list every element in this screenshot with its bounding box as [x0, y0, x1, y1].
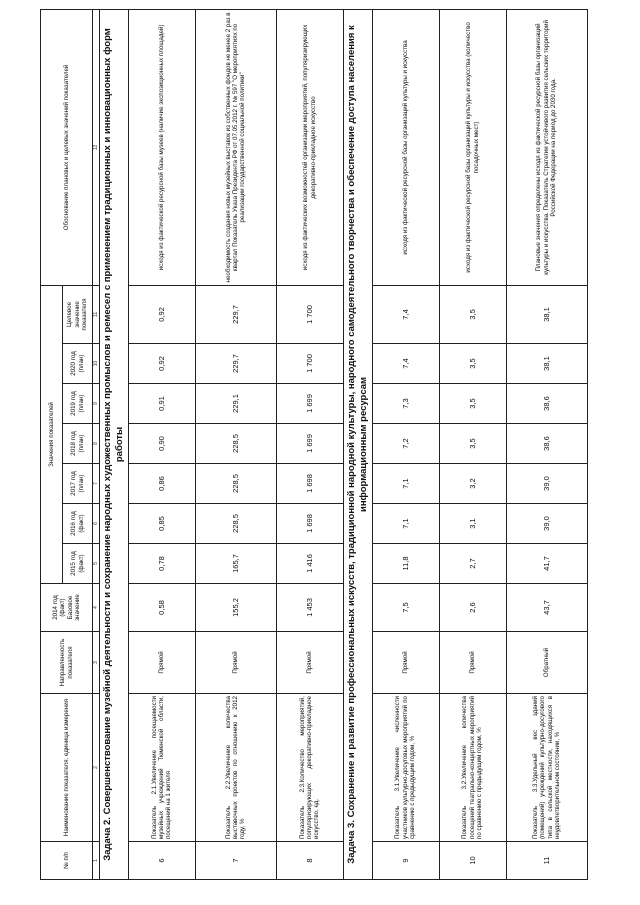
indicators-table — [40, 9, 588, 880]
row-value-2018: 3,5 — [439, 424, 506, 464]
row-value-2016: 39,0 — [506, 504, 587, 544]
row-justification: необходимость создания новых музейных выставок из собственных фондов не менее 2 раз в квартал Показатель Указа Президента РФ от 07.05.2012 г. № 597 "О мероприятиях по реализации государственной социальной политики" — [195, 9, 276, 285]
row-target: 0,92 — [128, 285, 195, 343]
row-base: 43,7 — [506, 584, 587, 632]
row-target: 7,4 — [372, 285, 439, 343]
row-num: 9 — [372, 842, 439, 880]
row-value-2017: 3,2 — [439, 464, 506, 504]
row-value-2020: 0,92 — [128, 344, 195, 384]
row-base: 155,2 — [195, 584, 276, 632]
row-num: 6 — [128, 842, 195, 880]
row-value-2015: 11,8 — [372, 544, 439, 584]
header-year: 2018 год (план) — [63, 424, 93, 464]
table-row — [439, 9, 506, 879]
row-base: 1 453 — [276, 584, 343, 632]
row-value-2018: 38,6 — [506, 424, 587, 464]
row-value-2017: 228,5 — [195, 464, 276, 504]
row-target: 38,1 — [506, 285, 587, 343]
row-base: 2,6 — [439, 584, 506, 632]
table-row — [128, 9, 195, 879]
row-value-2015: 1 416 — [276, 544, 343, 584]
column-index: 8 — [93, 424, 100, 464]
row-value-2016: 7,1 — [372, 504, 439, 544]
row-value-2016: 228,5 — [195, 504, 276, 544]
column-index: 11 — [93, 285, 100, 343]
row-value-2020: 1 700 — [276, 344, 343, 384]
table-header — [41, 9, 100, 879]
document-sheet — [40, 10, 600, 880]
row-base: 0,58 — [128, 584, 195, 632]
row-name: Показатель 2.1.Увеличение посещаемости музейных учреждений Тюменской области, посещений на 1 жителя — [128, 694, 195, 842]
row-value-2019: 7,3 — [372, 384, 439, 424]
header-values-group: Значения показателей — [41, 285, 63, 583]
row-justification: исходя из фактической ресурсной базы музеев (наличие экспозиционных площадей) — [128, 9, 195, 285]
row-justification: исходя из фактической ресурсной базы организаций культуры и искусства (количество посадочных мест) — [439, 9, 506, 285]
row-target: 229,7 — [195, 285, 276, 343]
table-row — [506, 9, 587, 879]
column-index: 10 — [93, 344, 100, 384]
column-index: 4 — [93, 584, 100, 632]
column-index: 7 — [93, 464, 100, 504]
table-row — [276, 9, 343, 879]
row-value-2019: 1 699 — [276, 384, 343, 424]
row-base: 7,5 — [372, 584, 439, 632]
column-index: 3 — [93, 632, 100, 694]
row-value-2020: 7,4 — [372, 344, 439, 384]
row-num: 7 — [195, 842, 276, 880]
column-index: 2 — [93, 694, 100, 842]
row-value-2016: 0,85 — [128, 504, 195, 544]
row-value-2017: 7,1 — [372, 464, 439, 504]
row-value-2020: 38,1 — [506, 344, 587, 384]
header-year: 2019 год (план) — [63, 384, 93, 424]
row-name: Показатель 3.3.Удельный вес зданий (помещений) учреждений культурно-досугового типа в сельской местности, находящихся в неудовлетворительном состоянии, % — [506, 694, 587, 842]
row-value-2015: 2,7 — [439, 544, 506, 584]
header-num: № п/п — [41, 842, 93, 880]
row-direction: Прямой — [276, 632, 343, 694]
row-value-2017: 0,86 — [128, 464, 195, 504]
row-value-2019: 3,5 — [439, 384, 506, 424]
task-2-row — [100, 9, 129, 879]
row-value-2019: 0,91 — [128, 384, 195, 424]
row-value-2020: 3,5 — [439, 344, 506, 384]
row-name: Показатель 2.3.Количество мероприятий, популяризирующих декоративно-прикладное искусство, ед. — [276, 694, 343, 842]
row-justification: исходя из фактических возможностей организации мероприятий, популяризирующих декоративно-прикладное искусство — [276, 9, 343, 285]
row-target: 1 700 — [276, 285, 343, 343]
header-year: 2017 год (план) — [63, 464, 93, 504]
column-index: 9 — [93, 384, 100, 424]
header-target: Целевое значение показателя — [63, 285, 93, 343]
row-name: Показатель 3.1.Увеличение численности участников культурно-досуговых мероприятий по сравнению с предыдущим годом, % — [372, 694, 439, 842]
table-row — [372, 9, 439, 879]
header-year: 2016 год (факт) — [63, 504, 93, 544]
column-index: 1 — [93, 842, 100, 880]
column-index: 12 — [93, 9, 100, 285]
row-direction: Прямой — [439, 632, 506, 694]
table-row — [195, 9, 276, 879]
row-value-2016: 1 698 — [276, 504, 343, 544]
header-year: 2020 год (план) — [63, 344, 93, 384]
task-3-row — [343, 9, 372, 879]
header-direction: Направленность показателя — [41, 632, 93, 694]
row-direction: Прямой — [128, 632, 195, 694]
header-year: 2015 год (факт) — [63, 544, 93, 584]
row-value-2019: 38,6 — [506, 384, 587, 424]
row-value-2015: 0,78 — [128, 544, 195, 584]
row-name: Показатель 3.2.Увеличение количества посещений театрально-концертных мероприятий по сравнению с предыдущим годом, % — [439, 694, 506, 842]
row-justification: исходя из фактической ресурсной базы организаций культуры и искусства — [372, 9, 439, 285]
row-target: 3,5 — [439, 285, 506, 343]
column-index: 5 — [93, 544, 100, 584]
row-justification: Плановые значения определены исходя из фактической ресурсной базы организаций культуры и искусства. Показатель Стратегии устойчивого развития сельских территорий Российской Федерации на период до 2030 года. — [506, 9, 587, 285]
row-num: 11 — [506, 842, 587, 880]
row-value-2017: 1 698 — [276, 464, 343, 504]
row-value-2017: 39,0 — [506, 464, 587, 504]
row-direction: Прямой — [195, 632, 276, 694]
row-value-2019: 229,1 — [195, 384, 276, 424]
row-value-2018: 1 699 — [276, 424, 343, 464]
row-value-2018: 7,2 — [372, 424, 439, 464]
row-direction: Обратный — [506, 632, 587, 694]
row-num: 10 — [439, 842, 506, 880]
row-num: 8 — [276, 842, 343, 880]
row-name: Показатель 2.2.Увеличение количества выставочных проектов по отношению к 2012 году, % — [195, 694, 276, 842]
header-name: Наименование показателя, единица измерения — [41, 694, 93, 842]
task-2-heading: Задача 2. Совершенствование музейной деятельности и сохранение народных художественных промыслов и ремесел с применением традиционных и инновационных форм работы — [100, 9, 129, 879]
row-value-2016: 3,1 — [439, 504, 506, 544]
row-value-2015: 41,7 — [506, 544, 587, 584]
column-index-row — [93, 9, 100, 879]
row-value-2018: 0,90 — [128, 424, 195, 464]
header-justification: Обоснование плановых и целевых значений показателей — [41, 9, 93, 285]
row-value-2020: 229,7 — [195, 344, 276, 384]
row-direction: Прямой — [372, 632, 439, 694]
row-value-2015: 165,7 — [195, 544, 276, 584]
column-index: 6 — [93, 504, 100, 544]
header-base: 2014 год (факт) Базовое значение — [41, 584, 93, 632]
row-value-2018: 228,5 — [195, 424, 276, 464]
task-3-heading: Задача 3. Сохранение и развитие профессиональных искусств, традиционной народной культуры, народного самодеятельного творчества и обеспечение доступа населения к информационным ресурсам — [343, 9, 372, 879]
